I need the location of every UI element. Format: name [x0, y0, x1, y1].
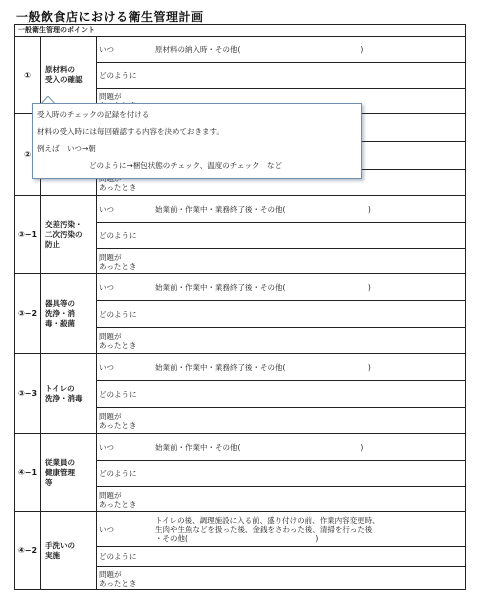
table-row [97, 196, 465, 222]
row-label-problem: 問題が [99, 92, 122, 101]
section-receiving-check [15, 37, 465, 113]
row-label-how: どのように [99, 552, 137, 561]
row-text-when[interactable]: 始業前・作業中・業務終了後・その他( ) [155, 204, 371, 214]
row-text-problem[interactable] [155, 567, 461, 590]
row-label-problem: あったとき [99, 183, 137, 192]
document-title: 一般飲食店における衛生管理計画 [16, 10, 204, 24]
row-text-how[interactable] [155, 223, 461, 248]
row-label-when: いつ [99, 442, 114, 452]
row-text-how[interactable] [155, 301, 461, 327]
table-row [97, 460, 465, 486]
section-number: ③−1 [15, 196, 41, 273]
row-text-how[interactable] [155, 63, 461, 88]
row-text-problem[interactable] [155, 249, 461, 274]
row-text-how[interactable] [155, 461, 461, 486]
section-number: ④−2 [15, 512, 41, 589]
row-label-when: いつ [99, 524, 114, 534]
section-number: ③−3 [15, 354, 41, 433]
row-text-how[interactable] [155, 547, 461, 566]
row-text-when[interactable]: 始業前・作業中・その他( ) [155, 442, 364, 452]
section-topic: 交差汚染・ 二次汚染の 防止 [41, 196, 97, 273]
row-label-when: いつ [99, 282, 114, 292]
row-label-problem: 問題が あったとき [99, 569, 137, 588]
table-row [97, 546, 465, 566]
section-utensil-cleaning [15, 273, 465, 353]
callout-heading: 受入時のチェックの記録を付ける [37, 110, 150, 119]
table-row [97, 62, 465, 88]
section-topic: 原材料の 受入の確認 [41, 37, 97, 113]
row-label-how: どのように [99, 71, 137, 80]
section-topic: 手洗いの 実施 [41, 512, 97, 589]
row-label-how: どのように [99, 309, 137, 319]
table-row [97, 222, 465, 248]
row-label-problem: 問題が あったとき [99, 412, 137, 430]
row-text-problem[interactable] [155, 408, 461, 434]
table-row [97, 300, 465, 327]
row-label-problem: 問題が あったとき [99, 252, 137, 271]
row-text-when[interactable]: トイレの後、調理施設に入る前、盛り付けの前、作業内容変更時、 生肉や生魚などを扱った後、金銭をさわった後、清掃を行った後 ・その他( ) [155, 515, 380, 543]
table-row [97, 407, 465, 434]
row-label-problem: 問題が あったとき [99, 490, 137, 509]
section-staff-health [15, 433, 465, 511]
table-row [97, 274, 465, 300]
callout-detail: どのように→梱包状態のチェック、温度のチェック など [89, 161, 283, 170]
row-label-when: いつ [99, 204, 114, 214]
section-cross-contamination [15, 195, 465, 273]
row-label-how: どのように [99, 231, 137, 240]
section-number: ① [15, 37, 41, 113]
section-number: ④−1 [15, 434, 41, 511]
callout-tooltip [32, 103, 362, 179]
table-row [97, 354, 465, 380]
section-handwashing [15, 511, 465, 589]
table-row [97, 566, 465, 590]
row-label-when: いつ [99, 45, 114, 54]
table-row [97, 512, 465, 546]
row-label-how: どのように [99, 389, 137, 399]
section-number: ② [15, 114, 41, 195]
table-row [97, 486, 465, 512]
table-row [97, 327, 465, 354]
section-number: ③−2 [15, 274, 41, 353]
row-text-when[interactable]: 原材料の納入時・その他( ) [155, 45, 364, 54]
row-label-when: いつ [99, 362, 114, 372]
section-topic: トイレの 洗浄・消毒 [41, 354, 97, 433]
table-row [97, 434, 465, 460]
section-topic: 従業員の 健康管理 等 [41, 434, 97, 511]
callout-example: 例えば いつ→朝 [37, 144, 96, 153]
row-text-when[interactable]: 始業前・作業中・業務終了後・その他( ) [155, 362, 371, 372]
row-text-how[interactable] [155, 381, 461, 407]
row-label-how: どのように [99, 469, 137, 478]
row-label-problem: 問題が あったとき [99, 332, 137, 350]
table-row [97, 380, 465, 407]
table-row [97, 248, 465, 274]
row-text-problem[interactable] [155, 487, 461, 512]
callout-description: 材料の受入時には毎回確認する内容を決めておきます。 [37, 127, 224, 136]
section-toilet-cleaning [15, 353, 465, 433]
row-text-problem[interactable] [155, 328, 461, 354]
table-row [97, 37, 465, 62]
table-subheader: 一般衛生管理のポイント [15, 25, 465, 37]
section-topic: 器具等の 洗浄・消 毒・殺菌 [41, 274, 97, 353]
row-text-when[interactable]: 始業前・作業中・業務終了後・その他( ) [155, 282, 371, 292]
